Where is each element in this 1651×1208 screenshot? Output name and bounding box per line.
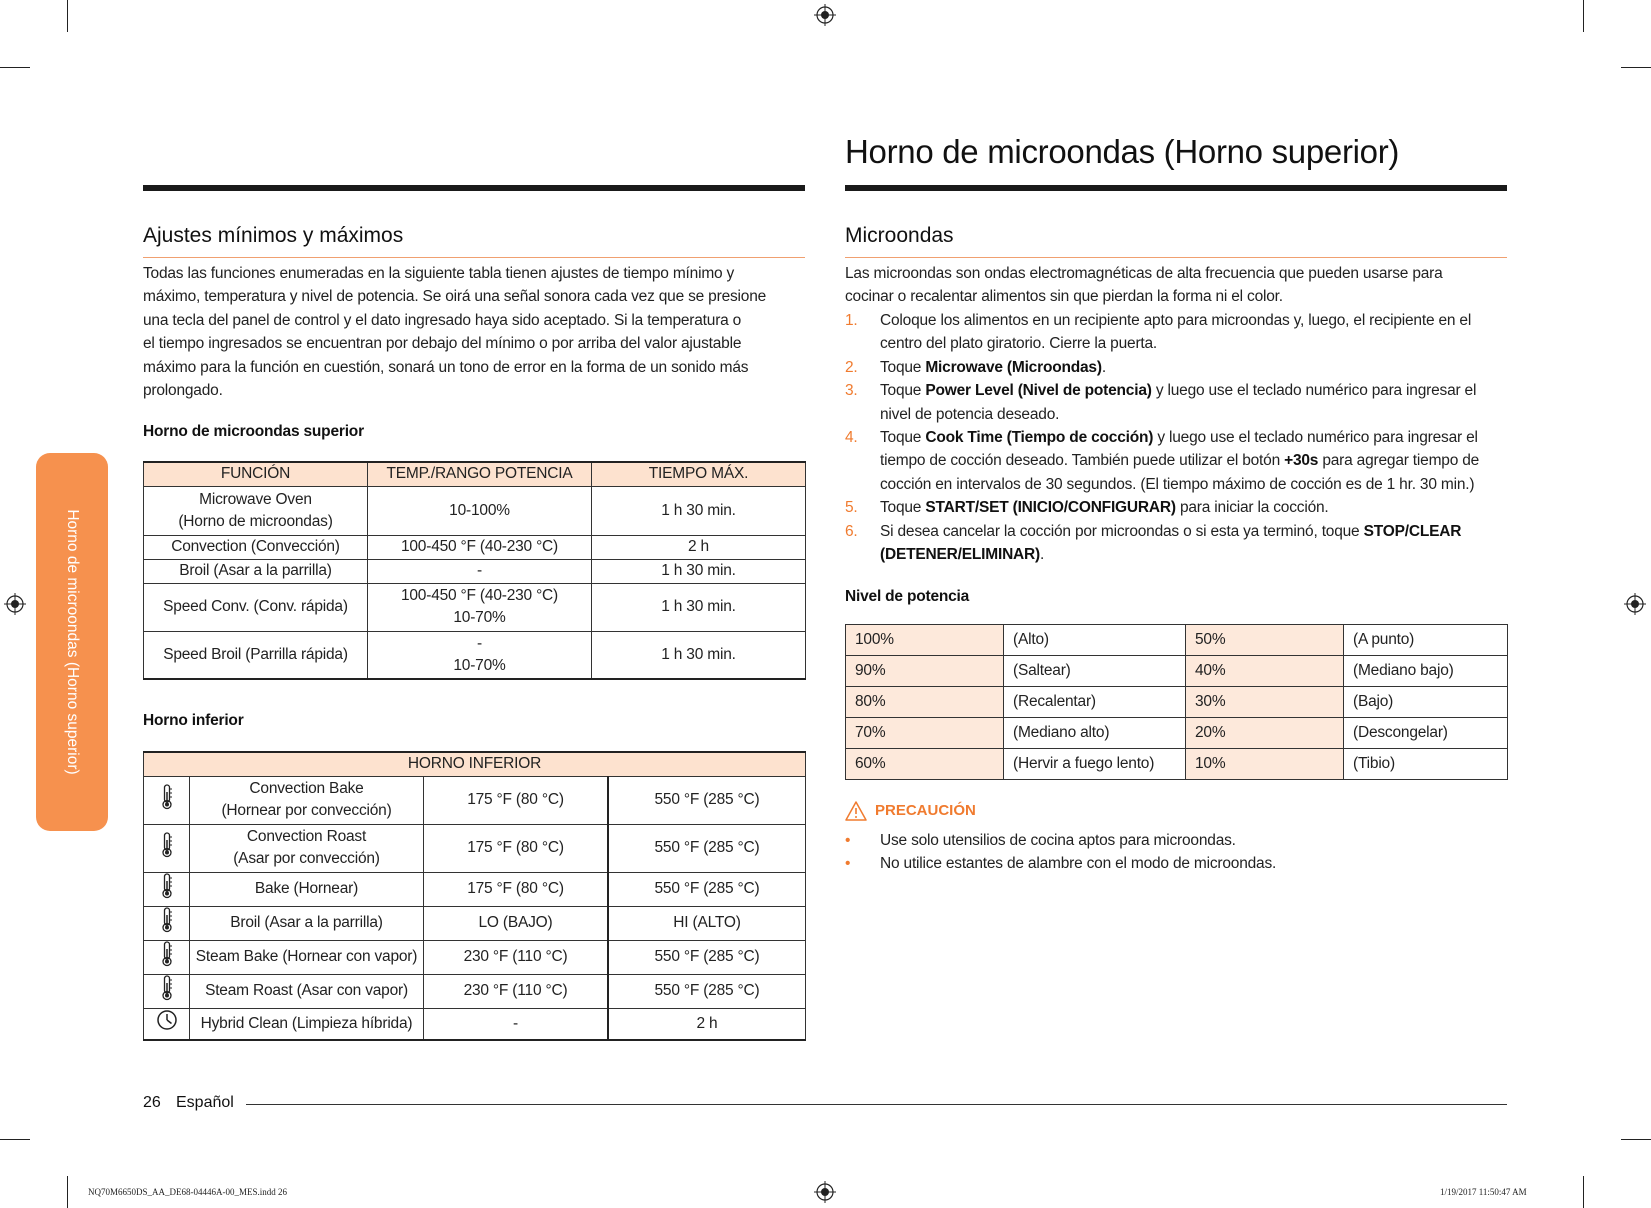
- min-cell: -: [424, 1008, 609, 1040]
- max-cell: 550 °F (285 °C): [608, 824, 806, 872]
- table-row: [144, 559, 806, 583]
- min-cell: LO (BAJO): [424, 906, 609, 940]
- table-row: [144, 872, 806, 906]
- function-cell: Broil (Asar a la parrilla): [144, 559, 368, 583]
- power-label-cell: (Bajo): [1344, 687, 1508, 718]
- bullet-icon: •: [845, 832, 851, 849]
- footer-language: Español: [176, 1094, 234, 1111]
- text-line: cocinar o recalentar alimentos sin que pierdan la forma ni el color.: [845, 288, 1283, 306]
- max-cell: 550 °F (285 °C): [608, 974, 806, 1008]
- table-row: [846, 656, 1508, 687]
- list-item: 3. Toque Power Level (Nivel de potencia) y luego use el teclado numérico para ingresar el nivel de potencia deseado.: [845, 379, 1505, 426]
- table-row: [846, 718, 1508, 749]
- thermometer-icon: [160, 784, 174, 810]
- function-cell: Steam Roast (Asar con vapor): [190, 974, 424, 1008]
- time-cell: 1 h 30 min.: [592, 631, 806, 679]
- power-level-title: Nivel de potencia: [845, 588, 970, 605]
- settings-intro: [143, 262, 813, 402]
- page-number: 26: [143, 1094, 161, 1111]
- thermometer-icon: [160, 907, 174, 933]
- table-row: [846, 625, 1508, 656]
- power-label-cell: (Descongelar): [1344, 718, 1508, 749]
- thermometer-icon: [160, 941, 174, 967]
- table-row: [144, 974, 806, 1008]
- min-cell: 230 °F (110 °C): [424, 940, 609, 974]
- crop-mark: [0, 1139, 30, 1140]
- function-cell: Convection Roast (Asar por convección): [190, 824, 424, 872]
- lower-oven-table: [143, 751, 806, 1041]
- list-item: 2. Toque Microwave (Microondas).: [845, 356, 1505, 379]
- table-row: [144, 776, 806, 824]
- text-line: Todas las funciones enumeradas en la siguiente tabla tienen ajustes de tiempo mínimo y: [143, 265, 735, 282]
- power-cell: 30%: [1186, 687, 1344, 718]
- function-cell: Broil (Asar a la parrilla): [190, 906, 424, 940]
- table-row: [846, 687, 1508, 718]
- step-number: 4.: [845, 429, 858, 447]
- power-cell: 70%: [846, 718, 1004, 749]
- microwave-intro: [845, 262, 1515, 309]
- crop-mark: [1583, 0, 1584, 32]
- table-row: [144, 486, 806, 535]
- crop-mark: [67, 0, 68, 32]
- power-label-cell: (Mediano bajo): [1344, 656, 1508, 687]
- table-row: [144, 535, 806, 559]
- registration-mark-icon: [814, 4, 836, 26]
- thermometer-icon: [160, 832, 174, 858]
- power-level-table: [845, 624, 1508, 780]
- table-row: [846, 749, 1508, 780]
- column-header: TIEMPO MÁX.: [592, 462, 806, 486]
- page-title: Horno de microondas (Horno superior): [845, 133, 1400, 170]
- step-number: 2.: [845, 358, 858, 376]
- text-line: prolongado.: [143, 382, 223, 400]
- time-cell: 1 h 30 min.: [592, 486, 806, 535]
- function-cell: Speed Conv. (Conv. rápida): [144, 583, 368, 631]
- step-number: 5.: [845, 499, 858, 517]
- section-title-microwave: Microondas: [845, 224, 954, 247]
- range-cell: 10-100%: [368, 486, 592, 535]
- list-item: 4. Toque Cook Time (Tiempo de cocción) y luego use el teclado numérico para ingresar el tiempo de cocción deseado. También puede utilizar el botón +30s para agregar tiempo de cocción en intervalos de 30 segundos. (El tiempo máximo de cocción es de 1 hr. 30 min.): [845, 426, 1505, 496]
- column-header: FUNCIÓN: [144, 462, 368, 486]
- function-cell: Speed Broil (Parrilla rápida): [144, 631, 368, 679]
- function-cell: Steam Bake (Hornear con vapor): [190, 940, 424, 974]
- power-label-cell: (Alto): [1004, 625, 1186, 656]
- max-cell: 2 h: [608, 1008, 806, 1040]
- power-cell: 40%: [1186, 656, 1344, 687]
- crop-mark: [1583, 1176, 1584, 1208]
- column-header: TEMP./RANGO POTENCIA: [368, 462, 592, 486]
- bullet-icon: •: [845, 855, 851, 873]
- range-cell: 100-450 °F (40-230 °C): [368, 535, 592, 559]
- header-rule-left: [143, 185, 805, 191]
- power-cell: 50%: [1186, 625, 1344, 656]
- min-cell: 175 °F (80 °C): [424, 872, 609, 906]
- registration-mark-icon: [4, 593, 26, 615]
- power-label-cell: (Mediano alto): [1004, 718, 1186, 749]
- function-cell: Convection Bake (Hornear por convección): [190, 776, 424, 824]
- power-cell: 100%: [846, 625, 1004, 656]
- text-line: máximo para la función en cuestión, sonará un tono de error en la forma de un sonido más: [143, 358, 749, 376]
- crop-mark: [67, 1176, 68, 1208]
- registration-mark-icon: [1624, 593, 1646, 615]
- table-row: [144, 940, 806, 974]
- table-row: [144, 824, 806, 872]
- caution-list: [845, 829, 1505, 876]
- upper-oven-table-title: Horno de microondas superior: [143, 423, 364, 440]
- upper-oven-table: [143, 461, 806, 680]
- side-tab-label: Horno de microondas (Horno superior): [64, 509, 81, 775]
- crop-mark: [1621, 1139, 1651, 1140]
- crop-mark: [1621, 67, 1651, 68]
- power-label-cell: (Recalentar): [1004, 687, 1186, 718]
- caution-title: PRECAUCIÓN: [875, 802, 976, 819]
- section-underline: [143, 257, 805, 258]
- power-label-cell: (Hervir a fuego lento): [1004, 749, 1186, 780]
- power-cell: 80%: [846, 687, 1004, 718]
- text-line: Las microondas son ondas electromagnéticas de alta frecuencia que pueden usarse para: [845, 265, 1443, 282]
- steps-list: [845, 309, 1505, 566]
- warning-icon: [845, 801, 867, 821]
- power-label-cell: (A punto): [1344, 625, 1508, 656]
- time-cell: 1 h 30 min.: [592, 559, 806, 583]
- list-item: 1. Coloque los alimentos en un recipiente apto para microondas y, luego, el recipiente en el centro del plato giratorio. Cierre la puerta.: [845, 309, 1505, 356]
- power-cell: 60%: [846, 749, 1004, 780]
- list-item: 5. Toque START/SET (INICIO/CONFIGURAR) para iniciar la cocción.: [845, 496, 1505, 519]
- max-cell: HI (ALTO): [608, 906, 806, 940]
- thermometer-icon: [160, 873, 174, 899]
- step-number: 1.: [845, 312, 858, 329]
- text-line: una tecla del panel de control y el dato ingresado haya sido aceptado. Si la temperatura o: [143, 311, 742, 329]
- header-rule-right: [845, 185, 1507, 191]
- table-row: [144, 1008, 806, 1040]
- list-item: • Use solo utensilios de cocina aptos para microondas.: [845, 829, 1505, 852]
- footer-rule: [246, 1104, 1507, 1105]
- max-cell: 550 °F (285 °C): [608, 940, 806, 974]
- max-cell: 550 °F (285 °C): [608, 776, 806, 824]
- power-cell: 20%: [1186, 718, 1344, 749]
- time-cell: 2 h: [592, 535, 806, 559]
- min-cell: 230 °F (110 °C): [424, 974, 609, 1008]
- clock-icon: [156, 1009, 178, 1031]
- power-cell: 90%: [846, 656, 1004, 687]
- crop-mark: [0, 67, 30, 68]
- section-title-settings: Ajustes mínimos y máximos: [143, 224, 404, 247]
- time-cell: 1 h 30 min.: [592, 583, 806, 631]
- footer-timestamp: 1/19/2017 11:50:47 AM: [1440, 1187, 1527, 1197]
- thermometer-icon: [160, 975, 174, 1001]
- function-cell: Hybrid Clean (Limpieza híbrida): [190, 1008, 424, 1040]
- step-number: 6.: [845, 522, 858, 540]
- registration-mark-icon: [814, 1181, 836, 1203]
- max-cell: 550 °F (285 °C): [608, 872, 806, 906]
- table-row: [144, 631, 806, 679]
- range-cell: - 10-70%: [368, 631, 592, 679]
- table-row: [144, 906, 806, 940]
- section-underline: [845, 257, 1507, 258]
- min-cell: 175 °F (80 °C): [424, 824, 609, 872]
- text-line: máximo, temperatura y nivel de potencia. Se oirá una señal sonora cada vez que se presione: [143, 288, 767, 306]
- function-cell: Microwave Oven (Horno de microondas): [144, 486, 368, 535]
- range-cell: 100-450 °F (40-230 °C) 10-70%: [368, 583, 592, 631]
- power-label-cell: (Tibio): [1344, 749, 1508, 780]
- step-number: 3.: [845, 382, 858, 400]
- list-item: 6. Si desea cancelar la cocción por microondas o si esta ya terminó, toque STOP/CLEAR (DETENER/ELIMINAR).: [845, 520, 1505, 567]
- lower-oven-table-title: Horno inferior: [143, 712, 244, 729]
- power-cell: 10%: [1186, 749, 1344, 780]
- column-header: HORNO INFERIOR: [144, 752, 806, 776]
- function-cell: Convection (Convección): [144, 535, 368, 559]
- footer-file-name: NQ70M6650DS_AA_DE68-04446A-00_MES.indd 26: [88, 1187, 288, 1197]
- min-cell: 175 °F (80 °C): [424, 776, 609, 824]
- list-item: • No utilice estantes de alambre con el modo de microondas.: [845, 852, 1505, 875]
- table-row: [144, 583, 806, 631]
- power-label-cell: (Saltear): [1004, 656, 1186, 687]
- text-line: el tiempo ingresados se encuentran por debajo del mínimo o por arriba del valor ajustable: [143, 335, 742, 353]
- function-cell: Bake (Hornear): [190, 872, 424, 906]
- range-cell: -: [368, 559, 592, 583]
